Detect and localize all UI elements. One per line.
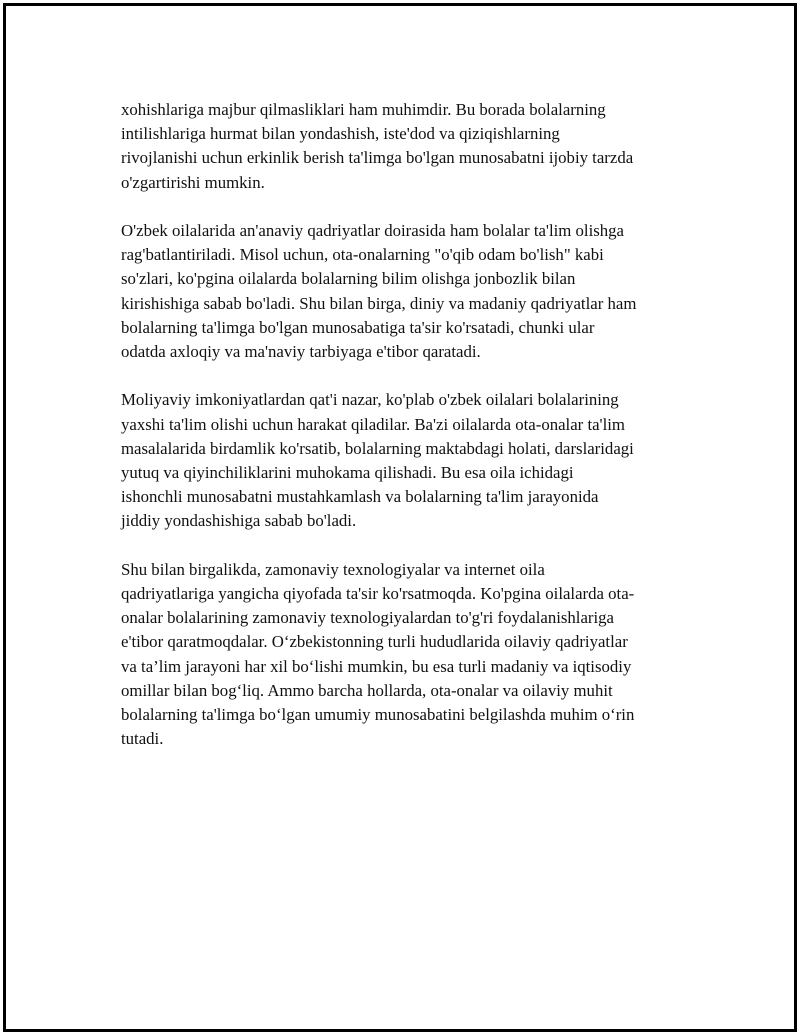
text-line: e'tibor qaratmoqdalar. O‘zbekistonning turli hududlarida oilaviy qadriyatlar <box>121 632 628 652</box>
text-line: yaxshi ta'lim olishi uchun harakat qiladilar. Ba'zi oilalarda ota-onalar ta'lim <box>121 414 625 434</box>
text-line: rag'batlantiriladi. Misol uchun, ota-onalarning "o'qib odam bo'lish" kabi <box>121 245 604 265</box>
text-line: xohishlariga majbur qilmasliklari ham muhimdir. Bu borada bolalarning <box>121 100 606 119</box>
text-line: qadriyatlariga yangicha qiyofada ta'sir ko'rsatmoqda. Ko'pgina oilalarda ota- <box>121 584 635 604</box>
page-frame <box>3 3 797 1032</box>
text-line: bolalarning ta'limga bo‘lgan umumiy munosabatini belgilashda muhim o‘rin <box>121 705 635 725</box>
text-line: kirishishiga sabab bo'ladi. Shu bilan birga, diniy va madaniy qadriyatlar ham <box>121 293 637 313</box>
text-line: onalar bolalarining zamonaviy texnologiyalardan to'g'ri foydalanishlariga <box>121 608 615 628</box>
text-line: O'zbek oilalarida an'anaviy qadriyatlar doirasida ham bolalar ta'lim olishga <box>121 221 625 240</box>
text-line: rivojlanishi uchun erkinlik berish ta'limga bo'lgan munosabatni ijobiy tarzda <box>121 148 634 168</box>
text-line: odatda axloqiy va ma'naviy tarbiyaga e'tibor qaratadi. <box>121 342 481 362</box>
text-line: va ta’lim jarayoni har xil bo‘lishi mumkin, bu esa turli madaniy va iqtisodiy <box>121 656 632 676</box>
paragraph-1 <box>121 98 696 195</box>
text-line: tutadi. <box>121 729 164 749</box>
text-line: ishonchli munosabatni mustahkamlash va bolalarning ta'lim jarayonida <box>121 487 599 507</box>
text-line: yutuq va qiyinchiliklarini muhokama qilishadi. Bu esa oila ichidagi <box>121 463 574 483</box>
paragraph-4 <box>121 558 696 752</box>
text-line: o'zgartirishi mumkin. <box>121 172 265 192</box>
text-line: so'zlari, ko'pgina oilalarda bolalarning bilim olishga jonbozlik bilan <box>121 269 576 289</box>
text-line: masalalarida birdamlik ko'rsatib, bolalarning maktabdagi holati, darslaridagi <box>121 438 634 458</box>
text-line: Moliyaviy imkoniyatlardan qat'i nazar, ko'plab o'zbek oilalari bolalarining <box>121 390 619 410</box>
text-line: intilishlariga hurmat bilan yondashish, iste'dod va qiziqishlarning <box>121 124 560 144</box>
text-line: omillar bilan bog‘liq. Ammo barcha hollarda, ota-onalar va oilaviy muhit <box>121 680 613 700</box>
text-line: Shu bilan birgalikda, zamonaviy texnologiyalar va internet oila <box>121 559 545 579</box>
paragraph-3 <box>121 388 696 533</box>
text-line: jiddiy yondashishiga sabab bo'ladi. <box>121 511 357 531</box>
document-body <box>121 98 696 776</box>
paragraph-2 <box>121 219 696 364</box>
text-line: bolalarning ta'limga bo'lgan munosabatiga ta'sir ko'rsatadi, chunki ular <box>121 317 595 337</box>
